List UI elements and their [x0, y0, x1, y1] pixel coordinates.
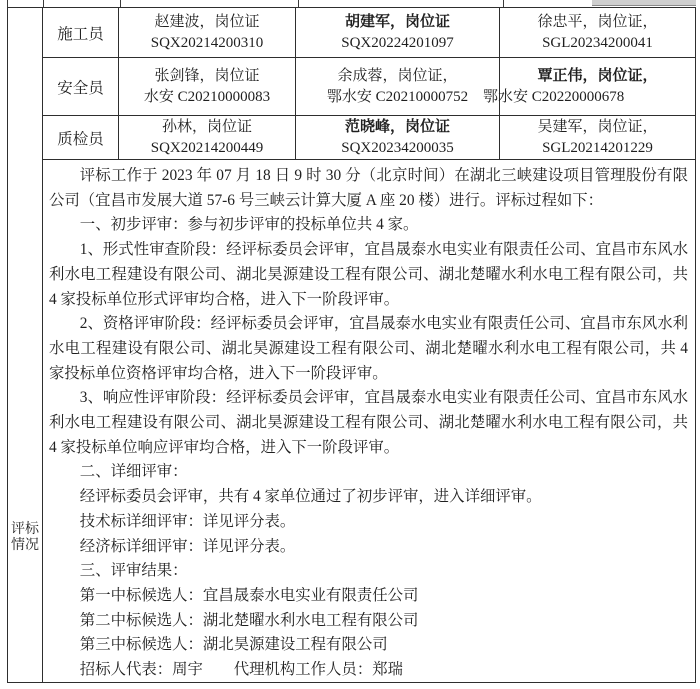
paragraph-result-heading: 三、评审结果： [79, 562, 188, 580]
bid-evaluation-table [7, 7, 696, 683]
roster-cell [296, 58, 500, 115]
evaluation-label-line2: 情况 [11, 538, 39, 553]
table-row-constructor [43, 8, 695, 58]
evaluation-row-header [8, 160, 43, 682]
paragraph-first-candidate: 第一中标候选人：宜昌晟泰水电实业有限责任公司 [79, 586, 419, 604]
paragraph-technical-review: 技术标详细评审：详见评分表。 [79, 512, 296, 530]
paragraph-detailed-review-result: 经评标委员会评审，共有 4 家单位通过了初步评审，进入详细评审。 [79, 488, 542, 506]
personnel-roster-section [8, 8, 695, 160]
cert-number-line: 鄂水安 C20210000752 [326, 88, 469, 105]
roster-cell [119, 8, 296, 57]
cert-number-line: SGL20214201229 [542, 139, 653, 156]
paragraph-detailed-review: 二、详细评审： [79, 463, 188, 481]
paragraph-second-candidate: 第二中标候选人：湖北楚曜水利水电工程有限公司 [79, 611, 419, 629]
person-name-line: 孙林，岗位证 [161, 118, 252, 135]
cert-number-line: 鄂水安 C20220000678 [483, 88, 625, 105]
cert-number-line: SQX20214200449 [150, 139, 264, 156]
paragraph-preliminary-review: 一、初步评审：参与初步评审的投标单位共 4 家。 [79, 216, 419, 234]
roster-cell [500, 116, 695, 159]
roster-cell [483, 58, 695, 115]
empty-spanner-cell [8, 8, 43, 160]
paragraph-economic-review: 经济标详细评审：详见评分表。 [79, 537, 296, 555]
table-border-stub [120, 0, 121, 7]
roster-cell [296, 8, 500, 57]
person-name-line: 余成蓉，岗位证， [337, 67, 458, 84]
roster-cell [119, 116, 296, 159]
paragraph-representatives: 招标人代表：周宇 代理机构工作人员：郑瑞 [79, 661, 404, 679]
evaluation-section [8, 160, 695, 682]
paragraph-third-candidate: 第三中标候选人：湖北昊源建设工程有限公司 [79, 636, 388, 654]
cert-number-line: SQX20224201097 [341, 34, 454, 51]
roster-cell [119, 58, 296, 115]
role-label: 质检员 [43, 116, 119, 159]
table-border-stub [43, 0, 44, 7]
person-name-line: 赵建波，岗位证 [154, 13, 260, 30]
evaluation-text [43, 160, 695, 682]
table-border-stub [298, 0, 299, 7]
table-border-stub [7, 0, 8, 7]
person-name-line: 张剑锋，岗位证 [154, 67, 260, 84]
table-border-stub [503, 0, 504, 7]
person-name-line: 徐忠平，岗位证， [537, 13, 658, 30]
evaluation-label-line1: 评标 [11, 522, 39, 537]
cert-number-line: 水安 C20210000083 [143, 88, 271, 105]
person-name-line: 范晓峰，岗位证 [344, 118, 450, 135]
roster-rows [43, 8, 695, 160]
paragraph-qualification-stage: 2、资格评审阶段：经评标委员会评审，宜昌晟泰水电实业有限责任公司、宜昌市东风水利水电工程建设有限公司、湖北昊源建设工程有限公司、湖北楚曜水利水电工程有限公司，共 4 家投标单位资格评审均合格，进入下一阶段评审。 [49, 315, 688, 382]
paragraph-responsiveness-stage: 3、响应性评审阶段：经评标委员会评审，宜昌晟泰水电实业有限责任公司、宜昌市东风水利水电工程建设有限公司、湖北昊源建设工程有限公司、湖北楚曜水利水电工程有限公司，共 4 家投标单位响应评审均合格，进入下一阶段评审。 [49, 389, 688, 456]
role-label: 安全员 [43, 58, 119, 115]
person-name-line: 胡建军，岗位证 [344, 13, 450, 30]
paragraph-formality-stage: 1、形式性审查阶段：经评标委员会评审，宜昌晟泰水电实业有限责任公司、宜昌市东风水利水电工程建设有限公司、湖北昊源建设工程有限公司、湖北楚曜水利水电工程有限公司，共 4 家投标单位形式评审均合格，进入下一阶段评审。 [49, 241, 688, 308]
roster-cell [296, 116, 500, 159]
table-row-safety-officer [43, 58, 695, 116]
person-name-line: 覃正伟，岗位证， [537, 67, 658, 84]
cert-number-line: SQX20214200310 [150, 34, 264, 51]
cert-number-line: SQX20234200035 [341, 139, 454, 156]
paragraph-intro: 评标工作于 2023 年 07 月 18 日 9 时 30 分（北京时间）在湖北三峡建设项目管理股份有限公司（宜昌市发展大道 57-6 号三峡云计算大厦 A 座 20 楼）进行。评标过程如下： [49, 167, 688, 209]
cert-number-line: SGL20234200041 [542, 34, 653, 51]
roster-cell [500, 8, 695, 57]
table-row-quality-inspector [43, 116, 695, 160]
role-label: 施工员 [43, 8, 119, 57]
person-name-line: 吴建军，岗位证， [537, 118, 658, 135]
crop-artifact [592, 0, 696, 6]
